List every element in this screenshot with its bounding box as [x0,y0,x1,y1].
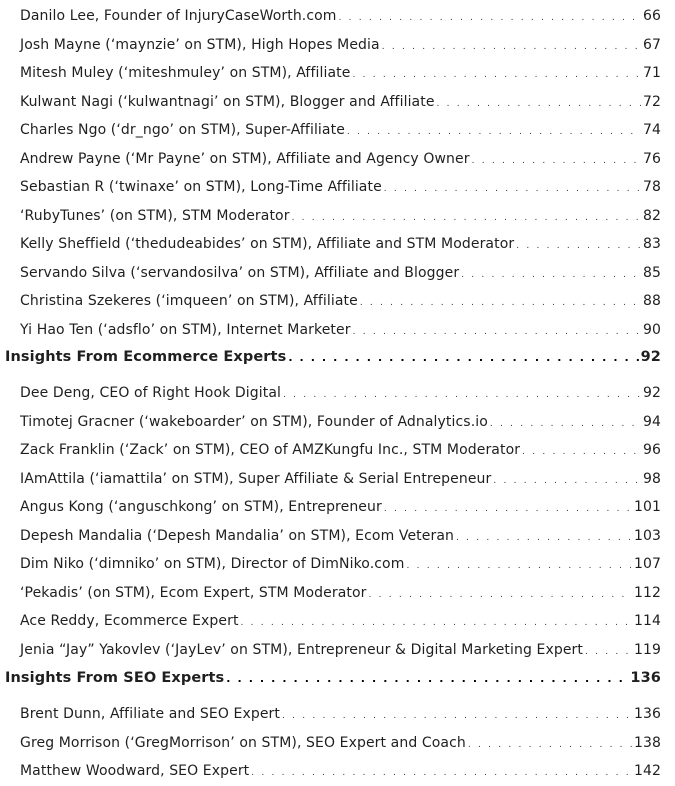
toc-entry [20,552,661,576]
leader-dots [352,61,641,87]
toc-entry [20,524,661,548]
leader-dots [516,232,641,258]
leader-dots [347,118,641,144]
toc-entry-page: 119 [633,641,661,658]
toc-entry-label: Yi Hao Ten (‘adsflo’ on STM), Internet Marketer [20,321,351,338]
toc-entry [20,232,661,256]
toc-entry [20,175,661,199]
toc-entry [20,702,661,726]
toc-entry-page: 138 [633,734,661,751]
toc-entry-label: Servando Silva (‘servandosilva’ on STM), Affiliate and Blogger [20,264,460,281]
leader-dots [360,289,641,315]
toc-entry-page: 114 [633,613,661,629]
toc-entry-page: 136 [633,706,661,722]
toc-entry-label: Sebastian R (‘twinaxe’ on STM), Long-Time Affiliate [20,179,382,195]
toc-entry-label: Zack Franklin (‘Zack’ on STM), CEO of AMZKungfu Inc., STM Moderator [20,442,521,458]
toc-entry-label: ‘Pekadis’ (on STM), Ecom Expert, STM Moderator [20,584,367,601]
toc-entry [20,467,661,491]
toc-entry-page: 76 [642,150,661,167]
toc-entry-page: 142 [633,763,661,779]
toc-entry-label: Dim Niko (‘dimniko’ on STM), Director of DimNiko.com [20,556,405,572]
toc-entry-label: IAmAttila (‘iamattila’ on STM), Super Affiliate & Serial Entrepeneur [20,470,492,487]
toc-entry-page: 85 [642,264,661,281]
toc-entry-label: Josh Mayne (‘maynzie’ on STM), High Hopes Media [20,36,380,53]
toc-entry-page: 107 [633,556,661,572]
toc-entry-label: Andrew Payne (‘Mr Payne’ on STM), Affiliate and Agency Owner [20,150,470,167]
toc-entry-page: 66 [642,8,661,24]
leader-dots [437,90,641,116]
toc-entry [20,581,661,605]
leader-dots [288,345,638,370]
leader-dots [226,666,628,691]
section-heading-page: 92 [640,349,661,365]
leader-dots [382,33,641,59]
toc-entry-label: Danilo Lee, Founder of InjuryCaseWorth.com [20,8,337,24]
leader-dots [241,609,632,635]
toc-entry-page: 92 [642,385,661,401]
leader-dots [292,204,641,230]
toc-entry-label: Christina Szekeres (‘imqueen’ on STM), Affiliate [20,293,358,309]
toc-entry [20,381,661,405]
section-heading-page: 136 [630,670,661,686]
leader-dots [384,175,641,201]
toc-entry-page: 88 [642,293,661,309]
section-heading-label: Insights From Ecommerce Experts [5,349,287,365]
toc-entry-label: ‘RubyTunes’ (on STM), STM Moderator [20,207,290,224]
toc-entry-page: 71 [642,65,661,81]
toc-entry-page: 78 [642,179,661,195]
leader-dots [456,524,632,550]
toc-entry [20,318,661,342]
toc-entry [20,33,661,57]
toc-entry-page: 96 [642,442,661,458]
leader-dots [282,702,632,728]
leader-dots [461,261,641,287]
toc-entry [20,495,661,519]
toc-entry-label: Mitesh Muley (‘miteshmuley’ on STM), Affiliate [20,65,351,81]
toc-entry-label: Depesh Mandalia (‘Depesh Mandalia’ on STM), Ecom Veteran [20,527,454,544]
toc-entry-page: 90 [642,321,661,338]
toc-entry-page: 72 [642,93,661,110]
toc-entry-label: Brent Dunn, Affiliate and SEO Expert [20,706,280,722]
toc-entry-label: Jenia “Jay” Yakovlev (‘JayLev’ on STM), Entrepreneur & Digital Marketing Expert [20,641,583,658]
toc-entry [20,147,661,171]
toc-entry-page: 83 [642,236,661,252]
toc-entry [20,61,661,85]
toc-entry-label: Greg Morrison (‘GregMorrison’ on STM), SEO Expert and Coach [20,734,466,751]
toc-entry-page: 67 [642,36,661,53]
toc-entry [20,4,661,28]
section-heading-label: Insights From SEO Experts [5,670,225,686]
toc-entry-label: Matthew Woodward, SEO Expert [20,763,250,779]
toc-entry-label: Angus Kong (‘anguschkong’ on STM), Entrepreneur [20,499,382,515]
leader-dots [283,381,641,407]
toc-section-heading [5,666,661,690]
toc-entry [20,261,661,285]
leader-dots [585,638,632,664]
toc-entry-label: Timotej Gracner (‘wakeboarder’ on STM), Founder of Adnalytics.io [20,413,488,430]
toc-section-heading [5,345,661,369]
toc-entry-page: 101 [633,499,661,515]
toc-entry [20,438,661,462]
toc-entry-label: Kulwant Nagi (‘kulwantnagi’ on STM), Blogger and Affiliate [20,93,435,110]
toc-entry-page: 103 [633,527,661,544]
toc-entry [20,638,661,662]
leader-dots [472,147,641,173]
leader-dots [490,410,641,436]
toc-entry [20,731,661,755]
leader-dots [251,759,632,785]
toc-entry-page: 112 [633,584,661,601]
toc-entry [20,289,661,313]
toc-entry [20,759,661,783]
toc-entry [20,118,661,142]
toc-entry-label: Dee Deng, CEO of Right Hook Digital [20,385,281,401]
leader-dots [468,731,632,757]
toc-entry-label: Charles Ngo (‘dr_ngo’ on STM), Super-Affiliate [20,122,345,138]
leader-dots [339,4,641,30]
toc-entry-page: 82 [642,207,661,224]
toc-entry-page: 94 [642,413,661,430]
leader-dots [406,552,632,578]
toc-entry [20,204,661,228]
leader-dots [353,318,641,344]
toc-entry [20,609,661,633]
toc-entry-label: Kelly Sheffield (‘thedudeabides’ on STM), Affiliate and STM Moderator [20,236,515,252]
leader-dots [384,495,632,521]
leader-dots [493,467,641,493]
toc-entry-label: Ace Reddy, Ecommerce Expert [20,613,239,629]
toc-entry [20,410,661,434]
leader-dots [522,438,641,464]
toc-entry-page: 98 [642,470,661,487]
leader-dots [368,581,631,607]
toc-entry [20,90,661,114]
toc-entry-page: 74 [642,122,661,138]
